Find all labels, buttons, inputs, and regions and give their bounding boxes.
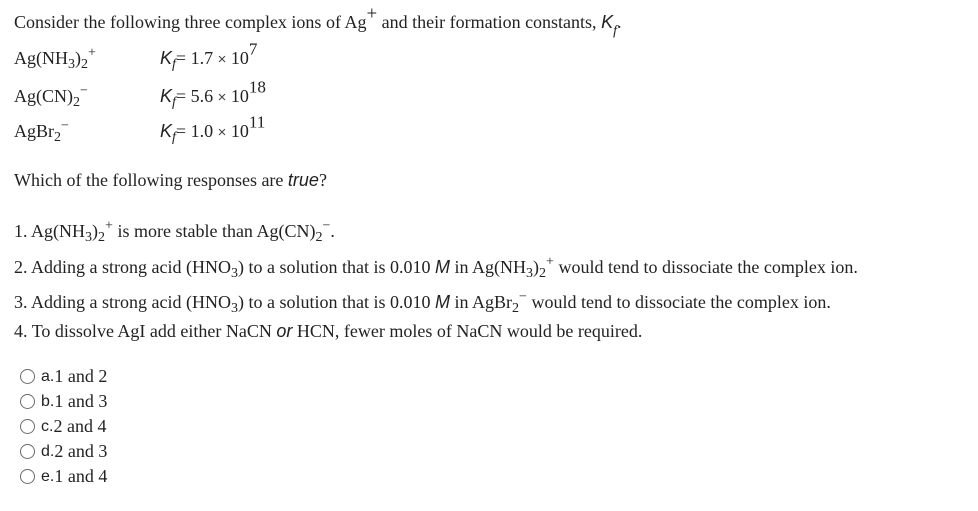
statement-2: 2. Adding a strong acid $(HNO_3)$ to a solution that is 0.010 M in $Ag(NH_3)_2^+$ would tend to dissociate the complex ion.	[14, 253, 858, 282]
statement-4: 4. To dissolve AgI add either NaCN or HCN, fewer moles of NaCN would be required.	[14, 321, 643, 341]
question-emphasis: true	[287, 170, 319, 190]
statement-3: 3. Adding a strong acid $(HNO_3)$ to a solution that is 0.010 M in AgBr$_2$− would tend to dissociate the complex ion.	[14, 288, 831, 317]
option-d[interactable]: d. 2 and 3	[20, 439, 107, 464]
statement-1: 1. $Ag(NH_3)_2^+$ is more stable than $Ag(CN)_2^-$.	[14, 217, 335, 246]
option-e[interactable]: e. 1 and 4	[20, 464, 107, 489]
radio-button[interactable]	[20, 444, 35, 459]
radio-button[interactable]	[20, 469, 35, 484]
radio-button[interactable]	[20, 394, 35, 409]
ion-formula: $Ag(CN)_2^-$	[14, 82, 88, 111]
ion-kf-value: $K_f= 1.0 \times 10^{11}$	[160, 112, 266, 146]
option-a[interactable]: a. 1 and 2	[20, 364, 107, 389]
intro-text-after: and their formation constants,	[377, 12, 602, 32]
radio-button[interactable]	[20, 369, 35, 384]
question-text: Which of the following responses are true?	[14, 170, 327, 190]
option-c[interactable]: c. 2 and 4	[20, 414, 107, 439]
ion-kf-value: $K_f= 1.7 \times 10^7$	[160, 39, 258, 73]
intro-line: Consider the following three complex ions of Ag+ and their formation constants, $K_f$.	[14, 3, 622, 39]
radio-button[interactable]	[20, 419, 35, 434]
ion-formula: AgBr$_2$−	[14, 117, 69, 146]
answer-options	[20, 364, 107, 489]
k-symbol: K	[601, 12, 614, 32]
intro-text: Consider the following three complex ions of Ag	[14, 12, 367, 32]
ion-kf-value: $K_f= 5.6 \times 10^{18}$	[160, 77, 266, 111]
option-b[interactable]: b. 1 and 3	[20, 389, 107, 414]
silver-charge: +	[366, 3, 378, 25]
k-subscript: f	[613, 22, 617, 39]
ion-formula: $Ag(NH_3)_2^+$	[14, 44, 96, 73]
